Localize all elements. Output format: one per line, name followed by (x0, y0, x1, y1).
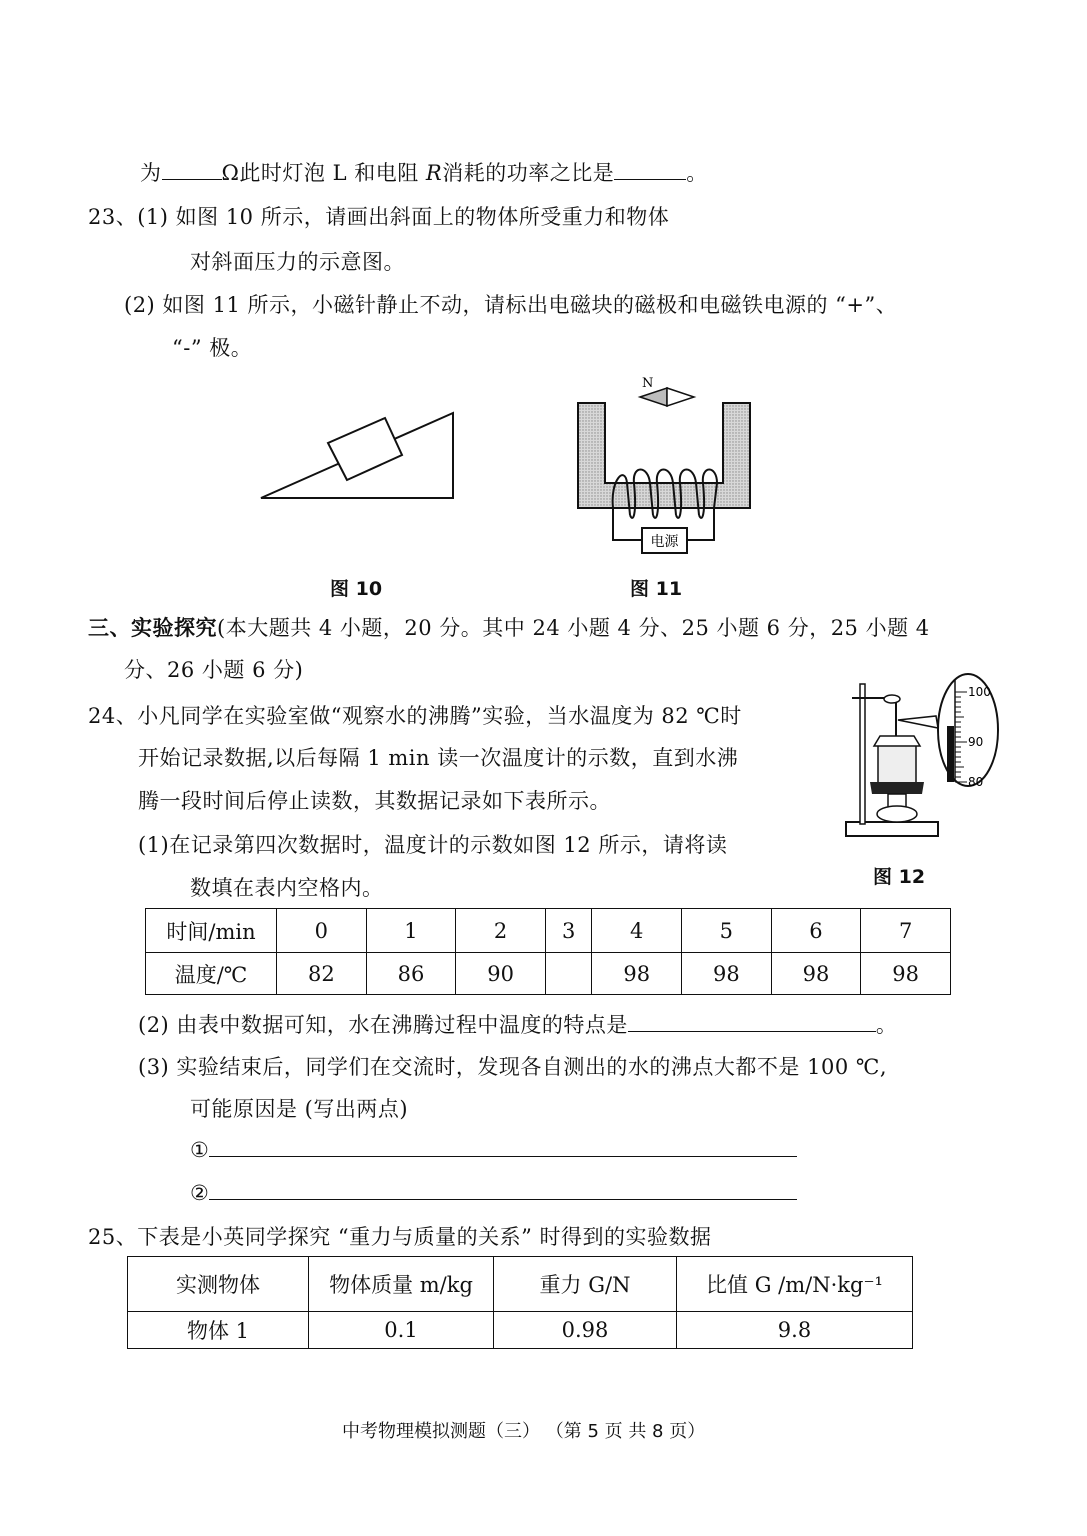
q24-part3-line2: 可能原因是 (写出两点) (190, 1097, 409, 1121)
burner-base (877, 806, 917, 822)
page-footer: 中考物理模拟测题（三） （第 5 页 共 8 页） (342, 1421, 706, 1442)
q23-part1-line1: 23、(1) 如图 10 所示，请画出斜面上的物体所受重力和物体 (88, 205, 670, 229)
table-row-temperature (146, 953, 951, 995)
table-row (128, 1312, 913, 1349)
beaker (878, 744, 916, 784)
thermometer-label-90: 90 (968, 735, 984, 749)
time-cell: 3 (545, 909, 591, 953)
answer-marker-2: ② (190, 1181, 210, 1205)
temperature-cell: 98 (771, 953, 861, 995)
cell-gravity: 0.98 (494, 1312, 677, 1349)
q22-resistance-blank[interactable] (162, 177, 222, 180)
q23-part2-line2: “-” 极。 (172, 336, 253, 360)
header-gravity: 重力 G/N (494, 1257, 677, 1312)
wire-gauze (870, 782, 924, 794)
figure-10-caption: 图 10 (330, 578, 383, 600)
header-object: 实测物体 (128, 1257, 309, 1312)
q22-suffix: 消耗的功率之比是 (442, 161, 615, 185)
table-row-time (146, 909, 951, 953)
section-3-heading-line (88, 618, 930, 639)
q23-part1-line2: 对斜面压力的示意图。 (190, 250, 405, 274)
compass-north-label: N (642, 376, 654, 391)
q24-line1: 24、小凡同学在实验室做“观察水的沸腾”实验，当水温度为 82 ℃时 (88, 704, 742, 728)
q24-part3-line1: (3) 实验结束后，同学们在交流时，发现各自测出的水的沸点大都不是 100 ℃, (138, 1055, 888, 1079)
q24-part2-text: (2) 由表中数据可知，水在沸腾过程中温度的特点是 (138, 1013, 628, 1037)
temperature-cell: 82 (277, 953, 367, 995)
beaker-lid (874, 736, 920, 746)
q24-answer-line-2 (190, 1183, 797, 1204)
q24-line3: 腾一段时间后停止读数，其数据记录如下表所示。 (138, 789, 611, 813)
wire-left (613, 508, 642, 540)
q24-part1-line2: 数填在表内空格内。 (190, 876, 384, 900)
power-source-label: 电源 (650, 534, 679, 550)
figure-12-boiling-apparatus (840, 672, 1010, 847)
section-3-desc: (本大题共 4 小题，20 分。其中 24 小题 4 分、25 小题 6 分，25 小题 4 (217, 616, 930, 640)
q24-part2-blank[interactable] (628, 1029, 876, 1032)
block-on-incline (328, 418, 402, 480)
thermometer-label-100: 100 (968, 685, 991, 699)
wire-right (687, 508, 714, 540)
temperature-cell: 98 (682, 953, 772, 995)
q22-end: 。 (686, 161, 708, 185)
time-cell: 1 (366, 909, 456, 953)
q24-boiling-data-table (145, 908, 951, 995)
temperature-answer-cell[interactable] (545, 953, 591, 995)
answer-marker-1: ① (190, 1138, 210, 1162)
q22-tail-line (140, 163, 708, 184)
q22-ratio-blank[interactable] (614, 177, 686, 180)
row-header-temperature: 温度/℃ (146, 953, 277, 995)
figure-12-caption: 图 12 (873, 866, 926, 888)
figure-11-caption: 图 11 (630, 578, 683, 600)
q24-part1-line1: (1)在记录第四次数据时，温度计的示数如图 12 所示，请将读 (138, 833, 728, 857)
time-cell: 7 (861, 909, 951, 953)
section-3-desc-line2: 分、26 小题 6 分) (124, 658, 304, 682)
q25-gravity-mass-table (127, 1256, 913, 1349)
q23-part2-line1: (2) 如图 11 所示，小磁针静止不动，请标出电磁块的磁极和电磁铁电源的 “+”、 (124, 293, 898, 317)
figure-11-electromagnet-diagram (570, 375, 760, 555)
table-header-row (128, 1257, 913, 1312)
temperature-cell: 98 (592, 953, 682, 995)
q25-line1: 25、下表是小英同学探究 “重力与质量的关系” 时得到的实验数据 (88, 1225, 712, 1249)
q24-reason-1-blank[interactable] (209, 1154, 797, 1157)
header-ratio: 比值 G /m/N·kg⁻¹ (677, 1257, 913, 1312)
cell-mass: 0.1 (309, 1312, 494, 1349)
mercury-column (947, 726, 954, 782)
clamp (884, 695, 900, 703)
row-header-time: 时间/min (146, 909, 277, 953)
time-cell: 0 (277, 909, 367, 953)
q24-answer-line-1 (190, 1140, 797, 1161)
q22-text: Ω此时灯泡 L 和电阻 (221, 161, 426, 185)
callout-pointer (898, 716, 938, 728)
header-mass: 物体质量 m/kg (309, 1257, 494, 1312)
temperature-cell: 98 (861, 953, 951, 995)
section-3-title: 三、实验探究 (88, 616, 217, 640)
q22-var-r: R (425, 161, 443, 185)
u-shaped-iron-core (578, 403, 750, 508)
cell-ratio: 9.8 (677, 1312, 913, 1349)
figure-10-incline-diagram (255, 405, 465, 505)
time-cell: 4 (592, 909, 682, 953)
cell-object: 物体 1 (128, 1312, 309, 1349)
time-cell: 2 (456, 909, 546, 953)
stand-rod (860, 684, 865, 824)
q24-part2-line (138, 1015, 897, 1036)
q24-part2-end: 。 (875, 1013, 898, 1037)
q24-line2: 开始记录数据,以后每隔 1 min 读一次温度计的示数，直到水沸 (138, 746, 739, 770)
temperature-cell: 90 (456, 953, 546, 995)
time-cell: 5 (682, 909, 772, 953)
time-cell: 6 (771, 909, 861, 953)
temperature-cell: 86 (366, 953, 456, 995)
q22-prefix: 为 (140, 161, 162, 185)
q24-reason-2-blank[interactable] (209, 1197, 797, 1200)
thermometer-label-80: 80 (968, 775, 984, 789)
